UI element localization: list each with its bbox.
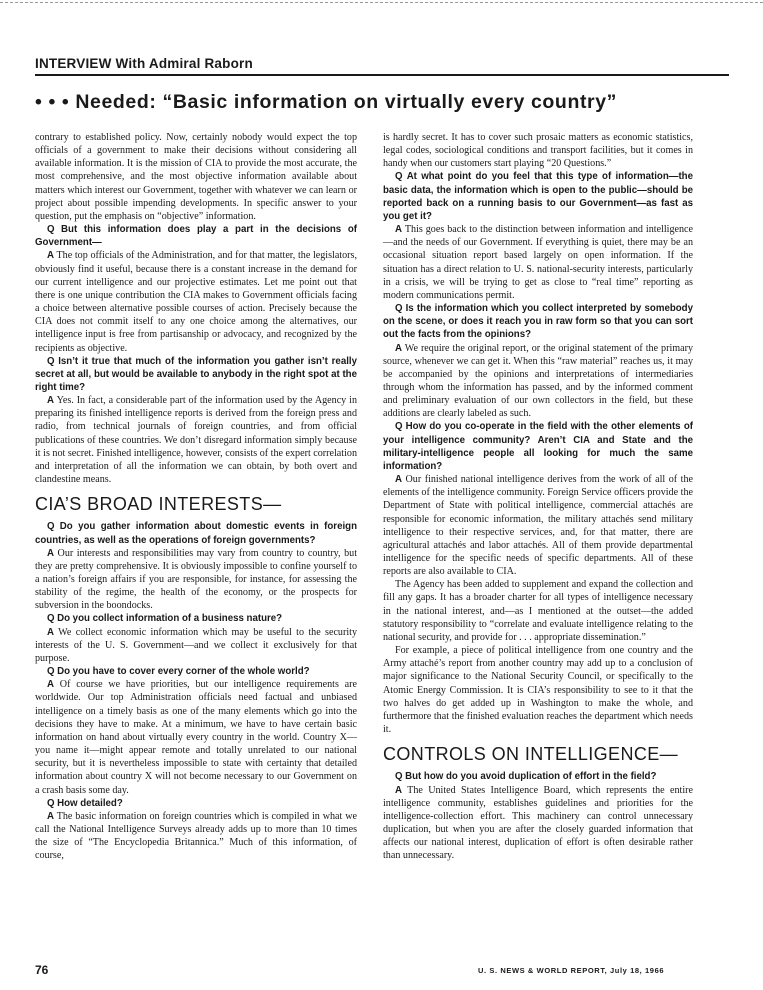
interview-question bbox=[35, 520, 357, 546]
right-column bbox=[383, 131, 693, 862]
interview-question bbox=[35, 665, 357, 678]
question-marker: Q bbox=[395, 421, 403, 433]
interview-answer bbox=[35, 249, 357, 354]
answer-marker: A bbox=[47, 679, 54, 691]
question-text: But how do you avoid duplication of effort in the field? bbox=[405, 771, 657, 783]
answer-marker: A bbox=[395, 224, 402, 236]
interview-answer bbox=[383, 784, 693, 863]
question-text: How detailed? bbox=[57, 797, 123, 809]
section-label: INTERVIEW With Admiral Raborn bbox=[35, 56, 253, 71]
page-number: 76 bbox=[35, 963, 49, 977]
question-marker: Q bbox=[395, 171, 403, 183]
interview-answer bbox=[35, 626, 357, 665]
answer-marker: A bbox=[395, 342, 402, 354]
answer-marker: A bbox=[47, 250, 54, 262]
answer-text: The basic information on foreign countries which is compiled in what we call the National Intelligence Surveys already adds up to more than 10 times the size of “The Encyclopedia Britannica.” Much of this information, of course, bbox=[35, 810, 358, 862]
interview-question bbox=[383, 170, 693, 223]
question-text: But this information does play a part in the decisions of Government— bbox=[35, 224, 357, 249]
answer-marker: A bbox=[395, 784, 402, 796]
interview-question bbox=[383, 770, 693, 783]
answer-text: We collect economic information which may be useful to the security interests of the U. S. Government—and we collect it exclusively for that purpose. bbox=[35, 626, 357, 664]
interview-answer bbox=[35, 810, 357, 863]
question-text: Is the information which you collect interpreted by somebody on the scene, or does it reach you in raw form so that you can sort out the facts from the opinions? bbox=[383, 303, 693, 341]
answer-marker: A bbox=[47, 810, 54, 822]
body-paragraph bbox=[383, 578, 693, 644]
interview-question bbox=[35, 612, 357, 625]
question-marker: Q bbox=[47, 521, 55, 533]
paragraph-text: For example, a piece of political intelligence from one country and the Army attaché’s report from another country may add up to a conclusion of major significance to the National Security Council, or specifically to the Atomic Energy Commission. It is CIA’s responsibility to see to it that the two halves do get added up in Washington to make the whole, and furthermore that the finished evaluation reaches the department which needs it. bbox=[383, 645, 693, 736]
question-marker: Q bbox=[47, 613, 55, 625]
answer-marker: A bbox=[395, 474, 402, 486]
body-paragraph bbox=[383, 131, 693, 170]
question-marker: Q bbox=[47, 224, 55, 236]
interview-answer bbox=[383, 342, 693, 421]
interview-question bbox=[35, 355, 357, 394]
body-paragraph bbox=[383, 644, 693, 736]
answer-text: The top officials of the Administration, and for that matter, the legislators, obviously find it useful, because there is a constant increase in the demand for our current intelligence and our projective estimates. Let me point out that there is one unique contribution the CIA makes to Government officials facing a choice between alternative possible courses of action. Precisely because the CIA does not commit itself to any one choice among the alternatives, our intelligence input is free from partisanship or advocacy, and recognized by the recipients as objective. bbox=[35, 250, 357, 354]
interview-answer bbox=[35, 547, 357, 613]
question-text: At what point do you feel that this type of information—the basic data, the information which is open to the public—should be reported back on a running basis to our Government—as fast as you get it? bbox=[383, 171, 693, 222]
header-rule bbox=[35, 74, 729, 76]
left-column bbox=[35, 131, 357, 862]
question-text: Isn’t it true that much of the information you gather isn’t really secret at all, but would be available to anybody in the right spot at the right time? bbox=[35, 355, 357, 393]
answer-text: Our finished national intelligence derives from the work of all of the elements of the intelligence community. Foreign Service officers provide the Department of State with political intelligence, commercial attachés are responsible for economic information, the military attachés send military intelligence to their respective services, and, for that matter, there are agricultural attachés and labor attachés. All of them provide departmental intelligence for the specific needs of specific departments. All of these reports are also available to CIA. bbox=[383, 474, 693, 578]
interview-question bbox=[383, 302, 693, 341]
publication-credit: U. S. NEWS & WORLD REPORT, July 18, 1966 bbox=[478, 966, 665, 975]
question-text: Do you collect information of a business nature? bbox=[57, 613, 283, 625]
article-headline: • • • Needed: “Basic information on virtually every country” bbox=[35, 91, 618, 113]
answer-marker: A bbox=[47, 626, 54, 638]
answer-text: Yes. In fact, a considerable part of the information used by the Agency in preparing its finished intelligence reports is derived from the foreign press and radio, from technical journals of foreign countries, and from official publications of these countries. We don’t disregard information simply because it is not secret. Finished intelligence, however, consists of the expert correlation and interpretation of all the information we can obtain, by both overt and clandestine means. bbox=[35, 395, 357, 486]
interview-question bbox=[35, 223, 357, 249]
answer-marker: A bbox=[47, 547, 54, 559]
interview-answer bbox=[383, 223, 693, 302]
answer-marker: A bbox=[47, 395, 54, 407]
section-heading: CONTROLS ON INTELLIGENCE— bbox=[383, 744, 679, 765]
answer-text: The United States Intelligence Board, which represents the entire intelligence community, establishes guidelines and priorities for the intelligence-collection effort. This machinery can control unnecessary duplication, but when you are after the closely guarded information that affects our national interest, duplication of effort is often desirable rather than unnecessary. bbox=[383, 784, 693, 862]
answer-text: Our interests and responsibilities may vary from country to country, but they are pretty comprehensive. It is obviously impossible to confine yourself to a nation’s foreign affairs if you are responsible, for instance, for assessing the stability of the regime, the health of the economy, or the prospects for subversion in the boondocks. bbox=[35, 547, 357, 612]
answer-text: We require the original report, or the original statement of the primary source, whenever we can get it. When this “raw material” reaches us, it may be accompanied by the opinions and interpretations of intermediaries through whom the information has passed, and by the informed comment and preliminary evaluation of our own collectors in the field, but these additions are clearly labeled as such. bbox=[383, 342, 693, 420]
paragraph-text: The Agency has been added to supplement and expand the collection and fill any gaps. It has a broader charter for all types of intelligence necessary in the national interest, and—as I mentioned at the outset—the added statutory responsibility to “correlate and evaluate intelligence relating to the national security, and provide for . . . appropriate dissemination.” bbox=[383, 579, 693, 643]
paragraph-text: contrary to established policy. Now, certainly nobody would expect the top officials of a government to make their decisions without considering all available information. It is the mission of CIA to provide the most accurate, the most comprehensive, and the most objective information available about matters which interest our Government, together with whatever we can learn or project about possible impending developments. In specific answer to your question, put the emphasis on “objective” information. bbox=[35, 132, 357, 222]
interview-answer bbox=[383, 473, 693, 578]
answer-text: This goes back to the distinction between information and intelligence—and the needs of our Government. If everything is quiet, there may be an occasional situation report based largely on open information. If the situation has a direct relation to U. S. national-security interests, particularly in a crisis, we will be trying to get as close to “real time” reporting as modern communications permit. bbox=[383, 224, 693, 301]
question-marker: Q bbox=[395, 303, 403, 315]
question-marker: Q bbox=[47, 355, 55, 367]
question-marker: Q bbox=[395, 771, 403, 783]
question-marker: Q bbox=[47, 797, 55, 809]
answer-text: Of course we have priorities, but our intelligence requirements are worldwide. Our top Administration officials need factual and unbiased intelligence on a timely basis as one of the many elements which go into the decisions they have to make. At a minimum, we have to have certain basic information on hand about virtually every country in the world. Country X—you name it—might appear remote and totally unrelated to our national security, but it is nevertheless impossible to state with certainty that detailed information about country X will not become necessary to our Government on a crash basis some day. bbox=[35, 679, 357, 796]
body-paragraph bbox=[35, 131, 357, 223]
section-heading: CIA’S BROAD INTERESTS— bbox=[35, 494, 282, 515]
interview-answer bbox=[35, 678, 357, 796]
page-top-edge bbox=[0, 2, 763, 3]
question-text: Do you gather information about domestic events in foreign countries, as well as the operations of foreign governments? bbox=[35, 521, 357, 546]
paragraph-text: is hardly secret. It has to cover such prosaic matters as economic statistics, legal codes, sociological conditions and transport facilities, but it comes in handy when our customers start playing “20 Questions.” bbox=[383, 132, 693, 170]
question-text: Do you have to cover every corner of the whole world? bbox=[57, 666, 310, 678]
interview-question bbox=[383, 420, 693, 473]
question-text: How do you co-operate in the field with the other elements of your intelligence community? Aren’t CIA and State and the military-intelligence people all looking for much the same information? bbox=[383, 421, 693, 472]
question-marker: Q bbox=[47, 666, 55, 678]
interview-question bbox=[35, 797, 357, 810]
interview-answer bbox=[35, 394, 357, 486]
